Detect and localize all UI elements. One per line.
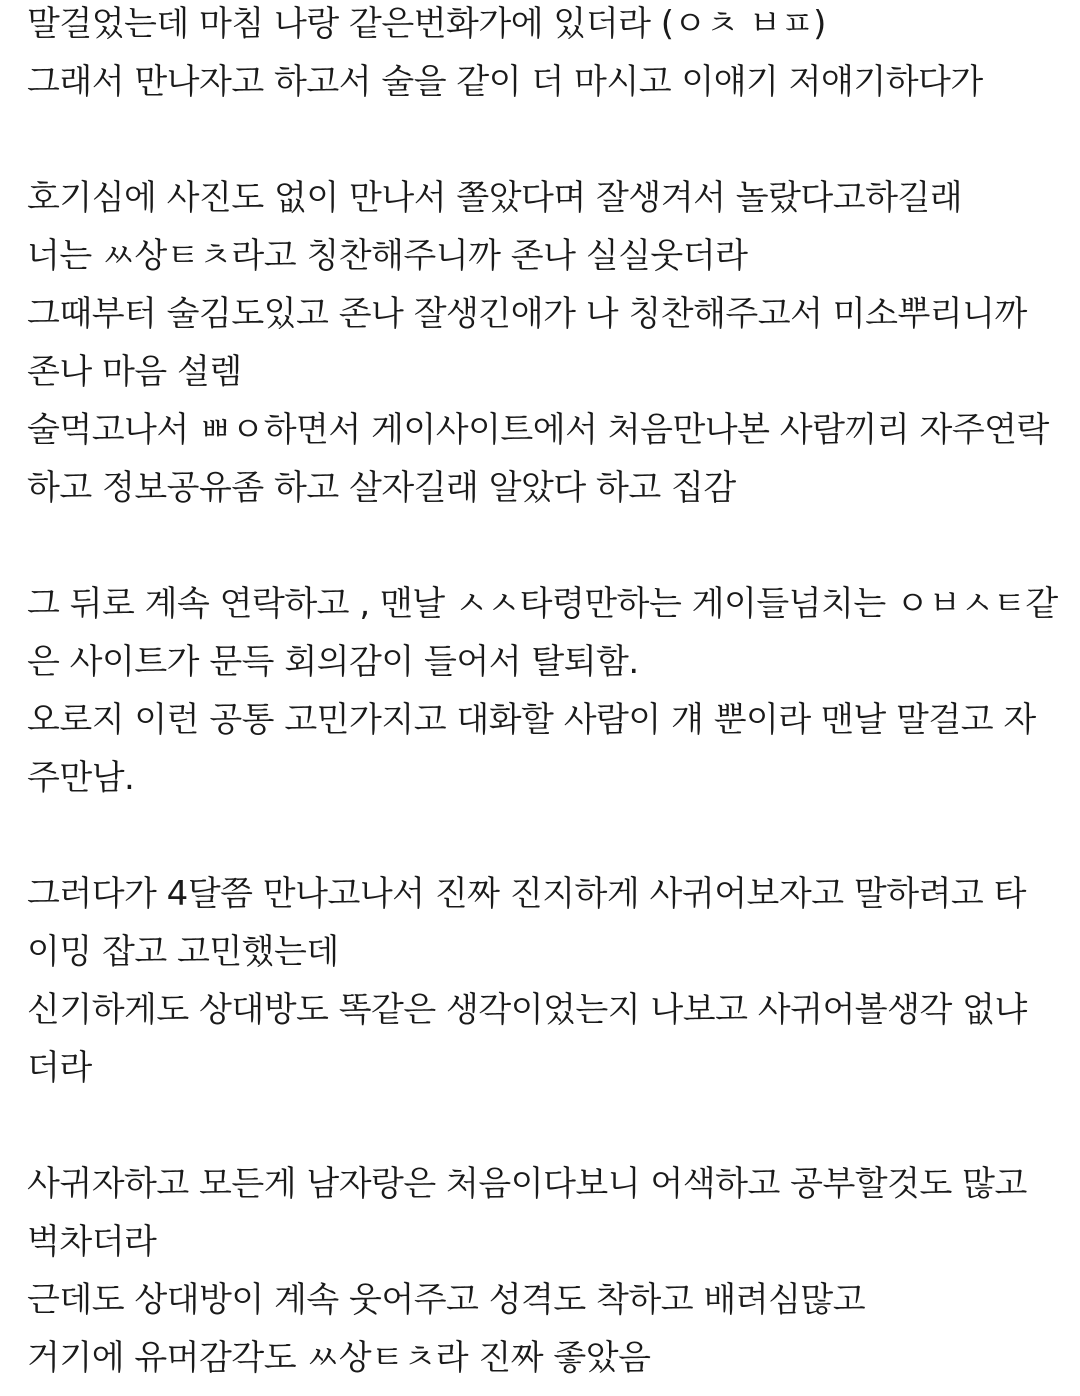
paragraph xyxy=(27,169,1073,517)
paragraph-gap xyxy=(27,517,1073,575)
text-line: 거기에 유머감각도 ㅆ상ㅌㅊ라 진짜 좋았음 xyxy=(27,1338,651,1378)
paragraph-gap xyxy=(27,111,1073,169)
text-line: 은 사이트가 문득 회의감이 들어서 탈퇴함. xyxy=(27,642,639,682)
text-line: 하고 정보공유좀 하고 살자길래 알았다 하고 집감 xyxy=(27,468,736,508)
paragraph-gap xyxy=(27,807,1073,865)
paragraph xyxy=(27,575,1073,807)
paragraph xyxy=(27,1155,1073,1387)
text-line: 근데도 상대방이 계속 웃어주고 성격도 착하고 배려심많고 xyxy=(27,1280,866,1320)
text-line: 그러다가 4달쯤 만나고나서 진짜 진지하게 사귀어보자고 말하려고 타 xyxy=(27,874,1026,914)
text-line: 호기심에 사진도 없이 만나서 쫄았다며 잘생겨서 놀랐다고하길래 xyxy=(27,178,963,218)
text-line: 더라 xyxy=(27,1048,92,1088)
text-line: 그때부터 술김도있고 존나 잘생긴애가 나 칭찬해주고서 미소뿌리니까 xyxy=(27,294,1027,334)
text-line: 너는 ㅆ상ㅌㅊ라고 칭찬해주니까 존나 실실웃더라 xyxy=(27,236,748,276)
text-line: 말걸었는데 마침 나랑 같은번화가에 있더라 (ㅇㅊ ㅂㅍ) xyxy=(27,4,826,44)
text-line: 그래서 만나자고 하고서 술을 같이 더 마시고 이얘기 저얘기하다가 xyxy=(27,62,983,102)
document-body xyxy=(27,0,1073,1387)
paragraph xyxy=(27,865,1073,1097)
paragraph-gap xyxy=(27,1097,1073,1155)
text-line: 오로지 이런 공통 고민가지고 대화할 사람이 걔 뿐이라 맨날 말걸고 자 xyxy=(27,700,1036,740)
text-line: 벅차더라 xyxy=(27,1222,157,1262)
text-line: 존나 마음 설렘 xyxy=(27,352,242,392)
text-line: 그 뒤로 계속 연락하고 , 맨날 ㅅㅅ타령만하는 게이들넘치는 ㅇㅂㅅㅌ같 xyxy=(27,584,1058,624)
text-line: 주만남. xyxy=(27,758,135,798)
text-line: 사귀자하고 모든게 남자랑은 처음이다보니 어색하고 공부할것도 많고 xyxy=(27,1164,1027,1204)
text-line: 이밍 잡고 고민했는데 xyxy=(27,932,339,972)
paragraph xyxy=(27,0,1073,111)
text-line: 술먹고나서 ㅃㅇ하면서 게이사이트에서 처음만나본 사람끼리 자주연락 xyxy=(27,410,1049,450)
text-line: 신기하게도 상대방도 똑같은 생각이었는지 나보고 사귀어볼생각 없냐 xyxy=(27,990,1027,1030)
